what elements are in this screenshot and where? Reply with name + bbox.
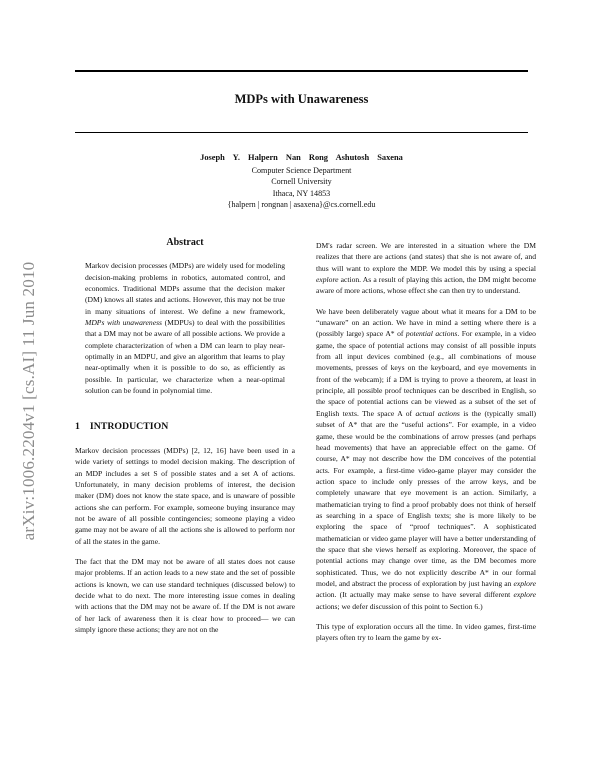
right-column (316, 240, 536, 653)
intro-paragraph-3: We have been deliberately vague about what it means for a DM to be “unaware” on an action. We have in mind a setting where there is a (possibly large) space A* of potential actions. For example, in a video game, the space of potential actions may consist of all possible inputs from all input devices combined (e.g., all combinations of mouse movements, presses of keys on the keyboard, and eye movements in front of the webcam); if a DM is trying to prove a theorem, at least in principle, all possible proof techniques can be described in English, so the space of potential actions can be viewed as a subset of the set of English texts. The space A of actual actions is the (typically small) subset of A* that are the “useful actions”. For example, in a video game, these would be the combinations of arrow presses (and perhaps head movements) that have an appreciable effect on the game. Of course, A* may not describe how the DM conceives of the potential acts. For example, a first-time video-game player may consider the action space to include only presses of the arrow keys, and be completely unaware that eye movement is an action. Similarly, a mathematician trying to find a proof probably does not think of herself as searching in a space of English texts; she is more likely to be exploring the space of “proof techniques”. A sophisticated mathematician or video game player will have a better understanding of the space that she views herself as exploring. Moreover, the space of potential actions may change over time, as the DM becomes more sophisticated. Thus, we do not explicitly describe A* in our formal model, and abstract the process of exploration by just having an explore action. (It actually may make sense to have several different explore actions; we defer discussion of this point to Section 6.) (316, 306, 536, 611)
abstract-heading: Abstract (166, 237, 204, 248)
intro-paragraph-2-cont: DM's radar screen. We are interested in a situation where the DM realizes that there are actions (and states) that she is not aware of, and thus will want to explore the MDP. We model this by using a special explore action. As a result of playing this action, the DM might become aware of more actions, whose effect she can then try to understand. (316, 241, 536, 296)
authors: Joseph Y. Halpern Nan Rong Ashutosh Saxena (200, 153, 403, 162)
section-heading-introduction (75, 421, 295, 432)
title-rule-bottom (75, 132, 528, 133)
left-column (75, 237, 295, 644)
intro-paragraph-4: This type of exploration occurs all the time. In video games, first-time players often try to learn the game by ex- (316, 622, 536, 643)
affiliation-email: {halpern | rongnan | asaxena}@cs.cornell.edu (227, 200, 376, 210)
affiliation-univ: Cornell University (271, 177, 332, 187)
section-number: 1 (75, 421, 80, 433)
arxiv-side-stamp (14, 206, 44, 596)
affiliation-city: Ithaca, NY 14853 (272, 188, 331, 198)
intro-paragraph-1: Markov decision processes (MDPs) [2, 12, 16] have been used in a wide variety of settings to model decision making. The description of an MDP includes a set S of possible states and a set A of actions. Unfortunately, in many decision problems of interest, the decision maker (DM) does not know the state space, and is unaware of possible actions she can perform. For example, someone buying insurance may not be aware of all possible contingencies; someone playing a video game may not be aware of all the actions she is allowed to perform nor of all the states in the game. (75, 445, 295, 546)
affiliation-dept: Computer Science Department (251, 166, 352, 175)
abstract-text: Markov decision processes (MDPs) are widely used for modeling decision-making problems in robotics, automated control, and economics. Traditional MDPs assume that the decision maker (DM) knows all states and actions. However, this may not be true in many situations of interest. We define a new framework, MDPs with unawareness (MDPUs) to deal with the possibilities that a DM may not be aware of all possible actions. We provide a complete characterization of when a DM can learn to play near-optimally in an MDPU, and give an algorithm that learns to play near-optimally when it is possible to do so, as efficiently as possible. In particular, we characterize when a near-optimal solution can be found in polynomial time. (85, 261, 285, 396)
arxiv-identifier: arXiv:1006.2204v1 [cs.AI] 11 Jun 2010 (19, 261, 38, 541)
affiliation (75, 165, 528, 211)
paper-title: MDPs with Unawareness (234, 92, 369, 106)
section-title: INTRODUCTION (89, 421, 169, 433)
intro-paragraph-2: The fact that the DM may not be aware of all states does not cause major problems. If an action leads to a new state and the set of possible actions is known, we can use standard techniques (discussed below) to decide what to do next. The more interesting issue comes in dealing with actions that the DM may not be aware of. If the DM is not aware of her lack of awareness then it is clear how to proceed— we can simply ignore these actions; they are not on the (75, 556, 295, 634)
title-rule-top (75, 70, 528, 72)
